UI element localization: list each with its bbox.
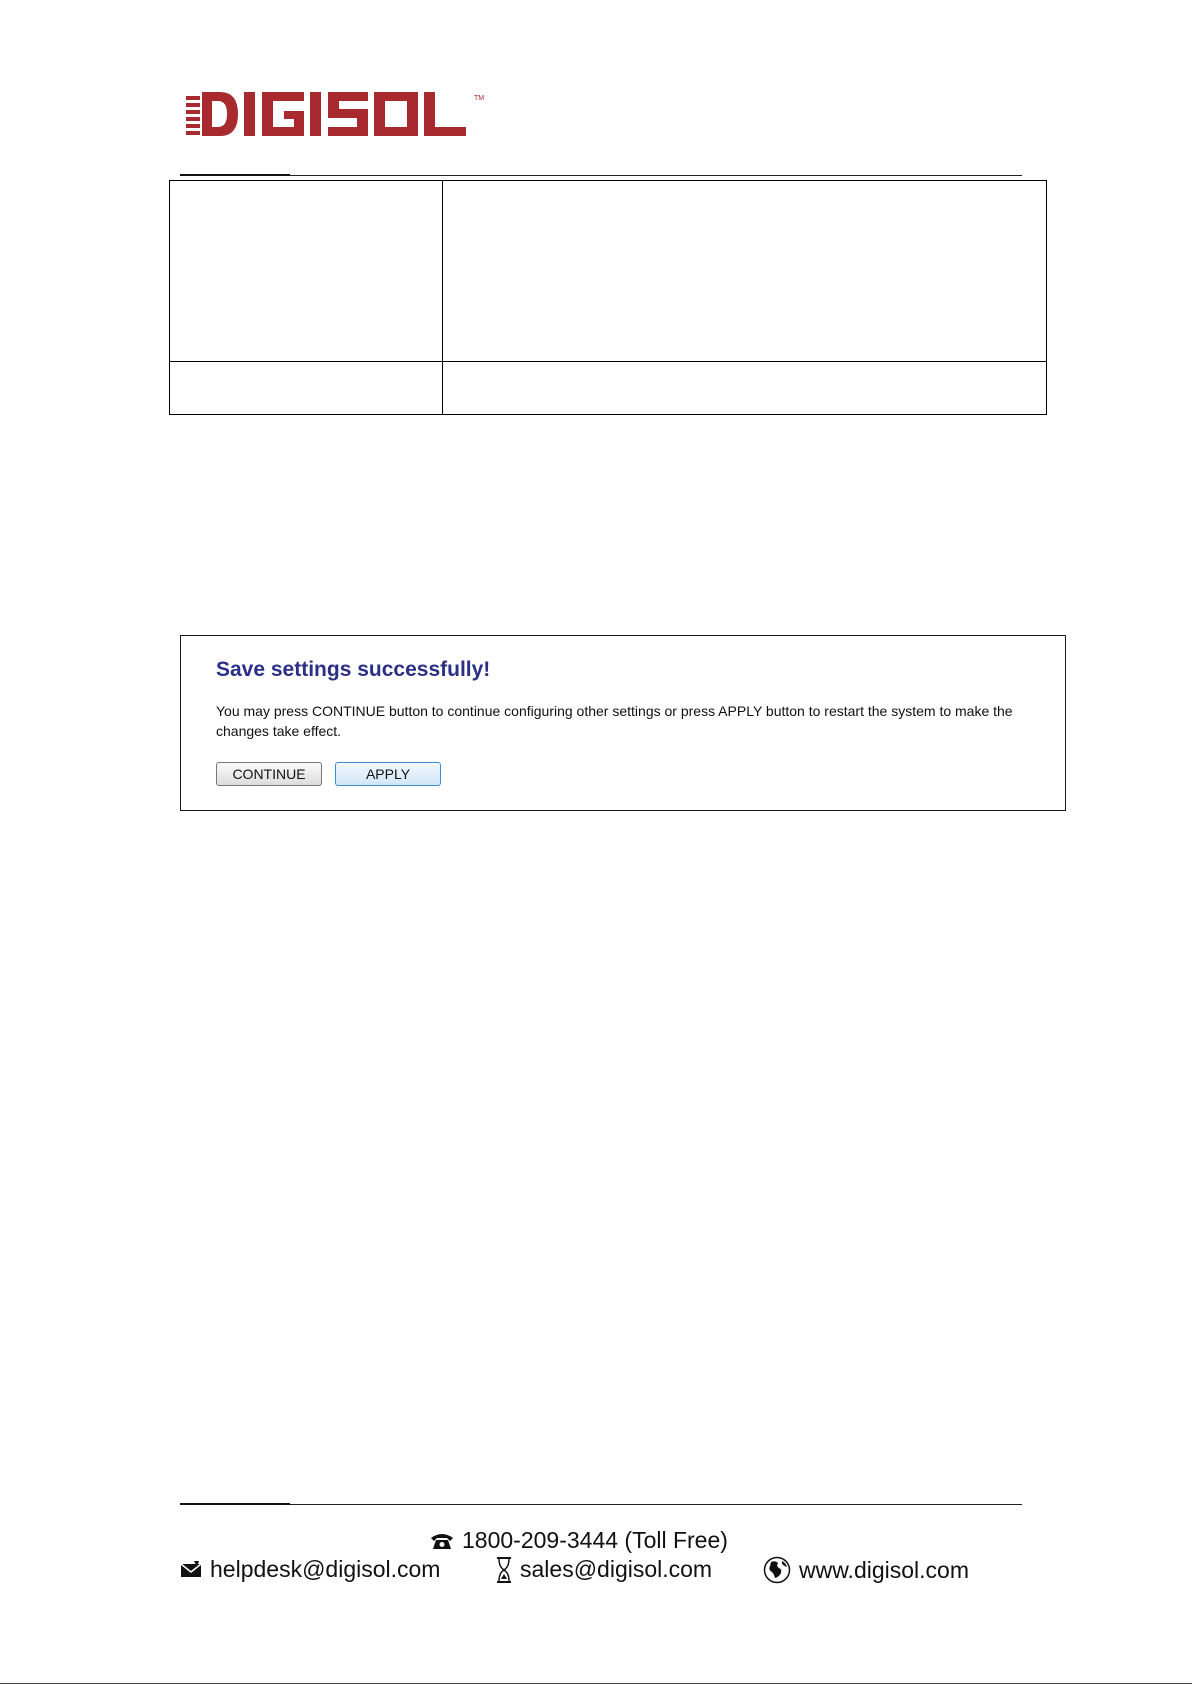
header-rule	[180, 175, 1022, 176]
digisol-logo	[186, 92, 496, 144]
continue-button[interactable]: CONTINUE	[216, 762, 322, 786]
settings-table	[169, 180, 1047, 415]
footer-helpdesk	[180, 1556, 440, 1583]
table-row	[170, 362, 1047, 415]
trademark-mark: TM	[474, 95, 485, 102]
logo-graphic	[186, 92, 496, 144]
footer-website	[763, 1556, 969, 1584]
phone-icon	[430, 1532, 454, 1550]
footer-phone	[430, 1527, 728, 1554]
footer-sales	[496, 1556, 712, 1583]
table-cell	[443, 181, 1047, 362]
website-link[interactable]: www.digisol.com	[799, 1556, 969, 1583]
apply-button[interactable]: APPLY	[335, 762, 441, 786]
page-edge	[0, 1683, 1192, 1684]
sales-email[interactable]: sales@digisol.com	[520, 1556, 713, 1582]
table-cell	[170, 362, 443, 415]
table-cell	[170, 181, 443, 362]
table-row	[170, 181, 1047, 362]
mail-icon	[180, 1561, 202, 1579]
globe-icon	[763, 1556, 791, 1584]
dialog-message: You may press CONTINUE button to continue configuring other settings or press APPLY button to restart the system to make the changes take effect.	[216, 703, 1013, 739]
footer-rule	[180, 1504, 1022, 1505]
save-settings-dialog	[180, 635, 1066, 811]
helpdesk-email[interactable]: helpdesk@digisol.com	[210, 1556, 441, 1582]
hourglass-icon	[496, 1557, 512, 1583]
phone-number: 1800-209-3444 (Toll Free)	[462, 1527, 728, 1553]
table-cell	[443, 362, 1047, 415]
dialog-title: Save settings successfully!	[216, 658, 491, 681]
